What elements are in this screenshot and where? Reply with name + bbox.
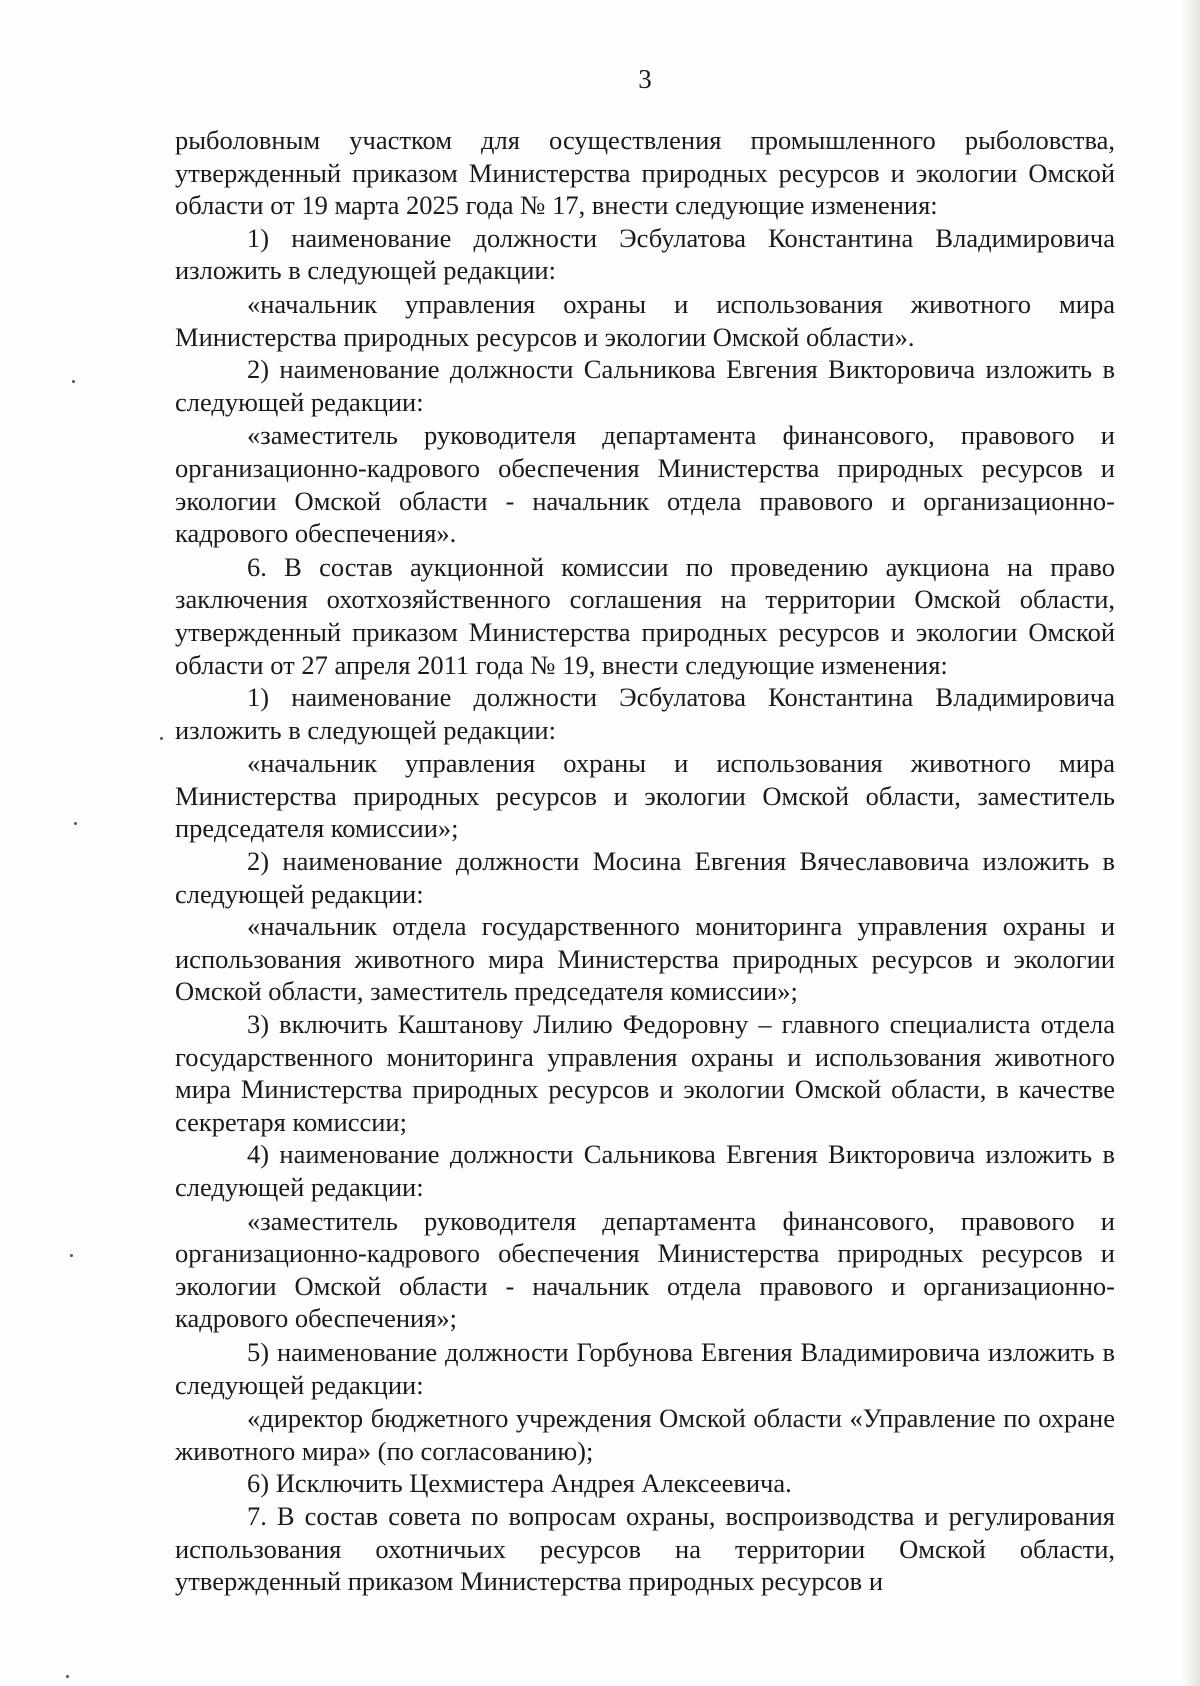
paragraph: 6) Исключить Цехмистера Андрея Алексеевича. — [247, 1468, 792, 1499]
paragraph: 2) наименование должности Мосина Евгения Вячеславовича изложить в следующей редакции: — [175, 846, 1115, 909]
scan-speck — [74, 822, 77, 825]
paragraph: «начальник управления охраны и использования животного мира Министерства природных ресурсов и экологии Омской области, заместитель председателя комиссии»; — [175, 748, 1115, 844]
paragraph: 1) наименование должности Эсбулатова Константина Владимировича изложить в следующей редакции: — [175, 682, 1115, 745]
scan-speck — [66, 1675, 69, 1678]
paragraph-item-6: 6. В состав аукционной комиссии по проведению аукциона на право заключения охотхозяйственного соглашения на территории Омской области, утвержденный приказом Министерства природных ресурсов и экологии Омской области от 27 апреля 2011 года № 19, внести следующие изменения: — [175, 551, 1115, 680]
paragraph: «директор бюджетного учреждения Омской области «Управление по охране животного мира» (по согласованию); — [175, 1403, 1115, 1466]
paragraph: «заместитель руководителя департамента финансового, правового и организационно-кадрового обеспечения Министерства природных ресурсов и экологии Омской области - начальник отдела правового и организационно-кадрового обеспечения»; — [175, 1205, 1115, 1334]
page-edge-shadow — [1182, 0, 1200, 1686]
paragraph: «начальник отдела государственного мониторинга управления охраны и использования животного мира Министерства природных ресурсов и экологии Омской области, заместитель председателя комиссии»; — [175, 911, 1115, 1007]
document-body — [175, 124, 1115, 1598]
paragraph: «начальник управления охраны и использования животного мира Министерства природных ресурсов и экологии Омской области». — [175, 288, 1115, 352]
paragraph: 3) включить Каштанову Лилию Федоровну – главного специалиста отдела государственного мониторинга управления охраны и использования животного мира Министерства природных ресурсов и экологии Омской области, в качестве секретаря комиссии; — [175, 1009, 1115, 1137]
paragraph-continuation: рыболовным участком для осуществления промышленного рыболовства, утвержденный приказом Министерства природных ресурсов и экологии Омской области от 19 марта 2025 года № 17, внести следующие изменения: — [175, 125, 1115, 221]
paragraph: 2) наименование должности Сальникова Евгения Викторовича изложить в следующей редакции: — [175, 354, 1115, 417]
paragraph: 5) наименование должности Горбунова Евгения Владимировича изложить в следующей редакции: — [175, 1336, 1115, 1400]
paragraph: «заместитель руководителя департамента финансового, правового и организационно-кадрового обеспечения Министерства природных ресурсов и экологии Омской области - начальник отдела правового и организационно-кадрового обеспечения». — [175, 420, 1115, 549]
scan-speck — [72, 380, 75, 383]
paragraph-item-7: 7. В состав совета по вопросам охраны, воспроизводства и регулирования использования охотничьих ресурсов на территории Омской области, утвержденный приказом Министерства природных ресурсов и — [175, 1500, 1115, 1597]
paragraph: 4) наименование должности Сальникова Евгения Викторовича изложить в следующей редакции: — [175, 1139, 1115, 1202]
page-number: 3 — [638, 64, 652, 94]
paragraph: 1) наименование должности Эсбулатова Константина Владимировича изложить в следующей редакции: — [175, 222, 1115, 286]
scan-speck — [70, 1254, 73, 1257]
scan-speck — [160, 737, 163, 740]
